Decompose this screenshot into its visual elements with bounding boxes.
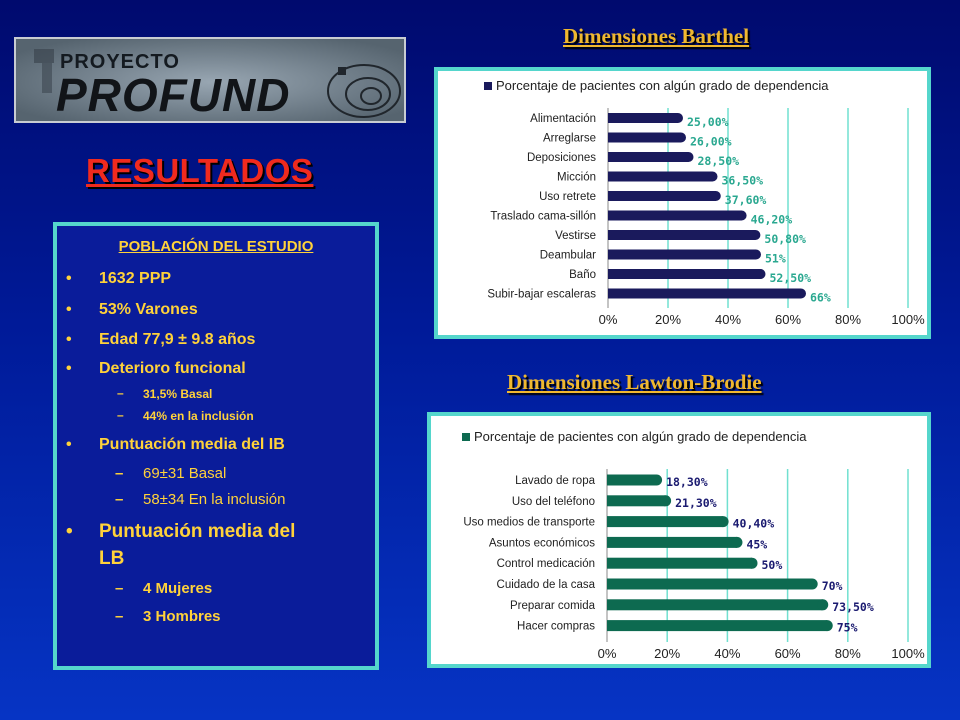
population-subitem: 69±31 Basal xyxy=(143,465,227,482)
bar-end xyxy=(676,133,686,143)
value-label: 70% xyxy=(821,579,843,593)
population-subitem: 44% en la inclusión xyxy=(143,409,254,423)
bar xyxy=(607,475,657,486)
logo-graphic xyxy=(16,39,406,123)
population-item: Edad 77,9 ± 9.8 años xyxy=(99,331,256,348)
x-tick-label: 80% xyxy=(834,646,861,661)
results-title: RESULTADOS xyxy=(86,152,314,189)
category-label: Traslado cama-sillón xyxy=(490,210,596,223)
bar xyxy=(607,620,827,631)
x-tick-label: 80% xyxy=(834,312,862,327)
legend-swatch xyxy=(462,433,470,441)
population-item: 53% Varones xyxy=(99,301,198,318)
bullet: • xyxy=(66,360,72,377)
bullet: • xyxy=(66,521,73,542)
bar xyxy=(607,537,737,548)
category-label: Uso del teléfono xyxy=(511,495,595,508)
logo-line2: PROFUND xyxy=(56,69,291,121)
population-item-continued: LB xyxy=(99,548,125,569)
population-heading: POBLACIÓN DEL ESTUDIO xyxy=(118,238,314,255)
x-tick-label: 0% xyxy=(598,312,618,327)
category-label: Asuntos económicos xyxy=(488,537,595,550)
category-label: Vestirse xyxy=(555,230,596,242)
bullet: • xyxy=(66,301,72,318)
bar-end xyxy=(651,475,662,486)
value-label: 51% xyxy=(765,251,786,266)
bullet: • xyxy=(66,331,72,348)
value-label: 50% xyxy=(761,558,783,573)
legend-label: Porcentaje de pacientes con algún grado de dependencia xyxy=(496,78,829,93)
bar xyxy=(607,579,812,590)
category-label: Deposiciones xyxy=(526,152,596,164)
category-label: Arreglarse xyxy=(542,132,596,145)
value-label: 45% xyxy=(746,537,768,552)
bar xyxy=(608,269,761,279)
bar xyxy=(608,230,755,240)
barthel-title: Dimensiones Barthel xyxy=(563,24,750,48)
bar-end xyxy=(750,230,760,240)
category-label: Cuidado de la casa xyxy=(496,579,595,591)
bar xyxy=(608,113,678,123)
population-item: Deterioro funcional xyxy=(99,360,246,377)
bullet: • xyxy=(66,270,72,287)
category-label: Subir-bajar escaleras xyxy=(487,288,596,301)
bar-end xyxy=(747,558,758,569)
bar xyxy=(607,516,723,527)
bar xyxy=(608,250,756,260)
category-label: Micción xyxy=(557,171,596,184)
dash: – xyxy=(115,465,124,482)
bar xyxy=(608,191,716,201)
value-label: 46,20% xyxy=(750,212,793,227)
bar-end xyxy=(711,191,721,201)
category-label: Baño xyxy=(569,269,596,281)
legend-swatch xyxy=(484,82,492,90)
lawton-chart xyxy=(427,412,931,668)
bar-end xyxy=(684,152,694,162)
profund-logo xyxy=(14,37,406,123)
value-label: 28,50% xyxy=(697,154,740,168)
x-tick-label: 20% xyxy=(654,646,681,661)
bar-end xyxy=(796,289,806,299)
lawton-title: Dimensiones Lawton-Brodie xyxy=(507,370,762,394)
value-label: 50,80% xyxy=(764,232,806,246)
bar-end xyxy=(708,172,718,182)
logo-line1: PROYECTO xyxy=(60,51,180,73)
bar-end xyxy=(756,269,766,279)
category-label: Alimentación xyxy=(530,113,596,125)
category-label: Uso medios de transporte xyxy=(463,516,595,529)
value-label: 40,40% xyxy=(732,516,775,531)
population-subitem: 3 Hombres xyxy=(143,608,221,625)
category-label: Uso retrete xyxy=(539,191,596,203)
dash: – xyxy=(115,580,124,597)
dash: – xyxy=(115,491,124,508)
value-label: 73,50% xyxy=(832,599,874,614)
x-tick-label: 40% xyxy=(714,646,741,661)
value-label: 52,50% xyxy=(769,271,812,285)
bar-end xyxy=(718,516,729,527)
bar-end xyxy=(822,620,833,631)
x-tick-label: 0% xyxy=(597,646,617,661)
category-label: Deambular xyxy=(539,249,596,262)
barthel-chart-svg xyxy=(438,71,927,335)
x-tick-label: 100% xyxy=(891,646,925,661)
bar xyxy=(607,495,666,506)
dash: – xyxy=(117,386,124,400)
category-label: Lavado de ropa xyxy=(515,475,595,487)
bar-end xyxy=(807,579,818,590)
bar xyxy=(608,211,742,221)
category-label: Hacer compras xyxy=(517,620,595,633)
x-tick-label: 40% xyxy=(714,312,742,327)
value-label: 37,60% xyxy=(724,193,767,207)
population-subitem: 58±34 En la inclusión xyxy=(143,491,286,508)
bar xyxy=(608,152,689,162)
population-item: 1632 PPP xyxy=(99,270,172,287)
population-subitem: 31,5% Basal xyxy=(143,387,213,401)
bar-end xyxy=(737,211,747,221)
bar xyxy=(607,558,752,569)
x-tick-label: 100% xyxy=(891,312,925,327)
category-label: Control medicación xyxy=(496,558,595,571)
value-label: 75% xyxy=(836,620,858,635)
population-item: Puntuación media del xyxy=(99,521,296,542)
x-tick-label: 60% xyxy=(774,646,801,661)
value-label: 18,30% xyxy=(666,475,708,489)
bar xyxy=(607,599,823,610)
bar xyxy=(608,172,713,182)
bar-end xyxy=(751,250,761,260)
bar xyxy=(608,133,681,143)
bullet: • xyxy=(66,436,72,453)
bar xyxy=(608,289,801,299)
x-tick-label: 60% xyxy=(774,312,802,327)
bar-end xyxy=(673,113,683,123)
legend-label: Porcentaje de pacientes con algún grado de dependencia xyxy=(474,429,807,444)
bar-end xyxy=(731,537,742,548)
value-label: 66% xyxy=(810,290,831,305)
category-label: Preparar comida xyxy=(509,599,595,612)
bar-end xyxy=(817,599,828,610)
value-label: 25,00% xyxy=(687,115,729,129)
value-label: 21,30% xyxy=(675,495,717,510)
value-label: 26,00% xyxy=(690,134,732,149)
lawton-chart-svg xyxy=(431,416,927,664)
population-item: Puntuación media del IB xyxy=(99,436,285,453)
population-panel xyxy=(53,222,379,670)
barthel-chart xyxy=(434,67,931,339)
bar-end xyxy=(660,495,671,506)
value-label: 36,50% xyxy=(721,173,764,188)
x-tick-label: 20% xyxy=(654,312,682,327)
dash: – xyxy=(115,608,124,625)
dash: – xyxy=(117,408,124,422)
population-subitem: 4 Mujeres xyxy=(143,580,213,597)
